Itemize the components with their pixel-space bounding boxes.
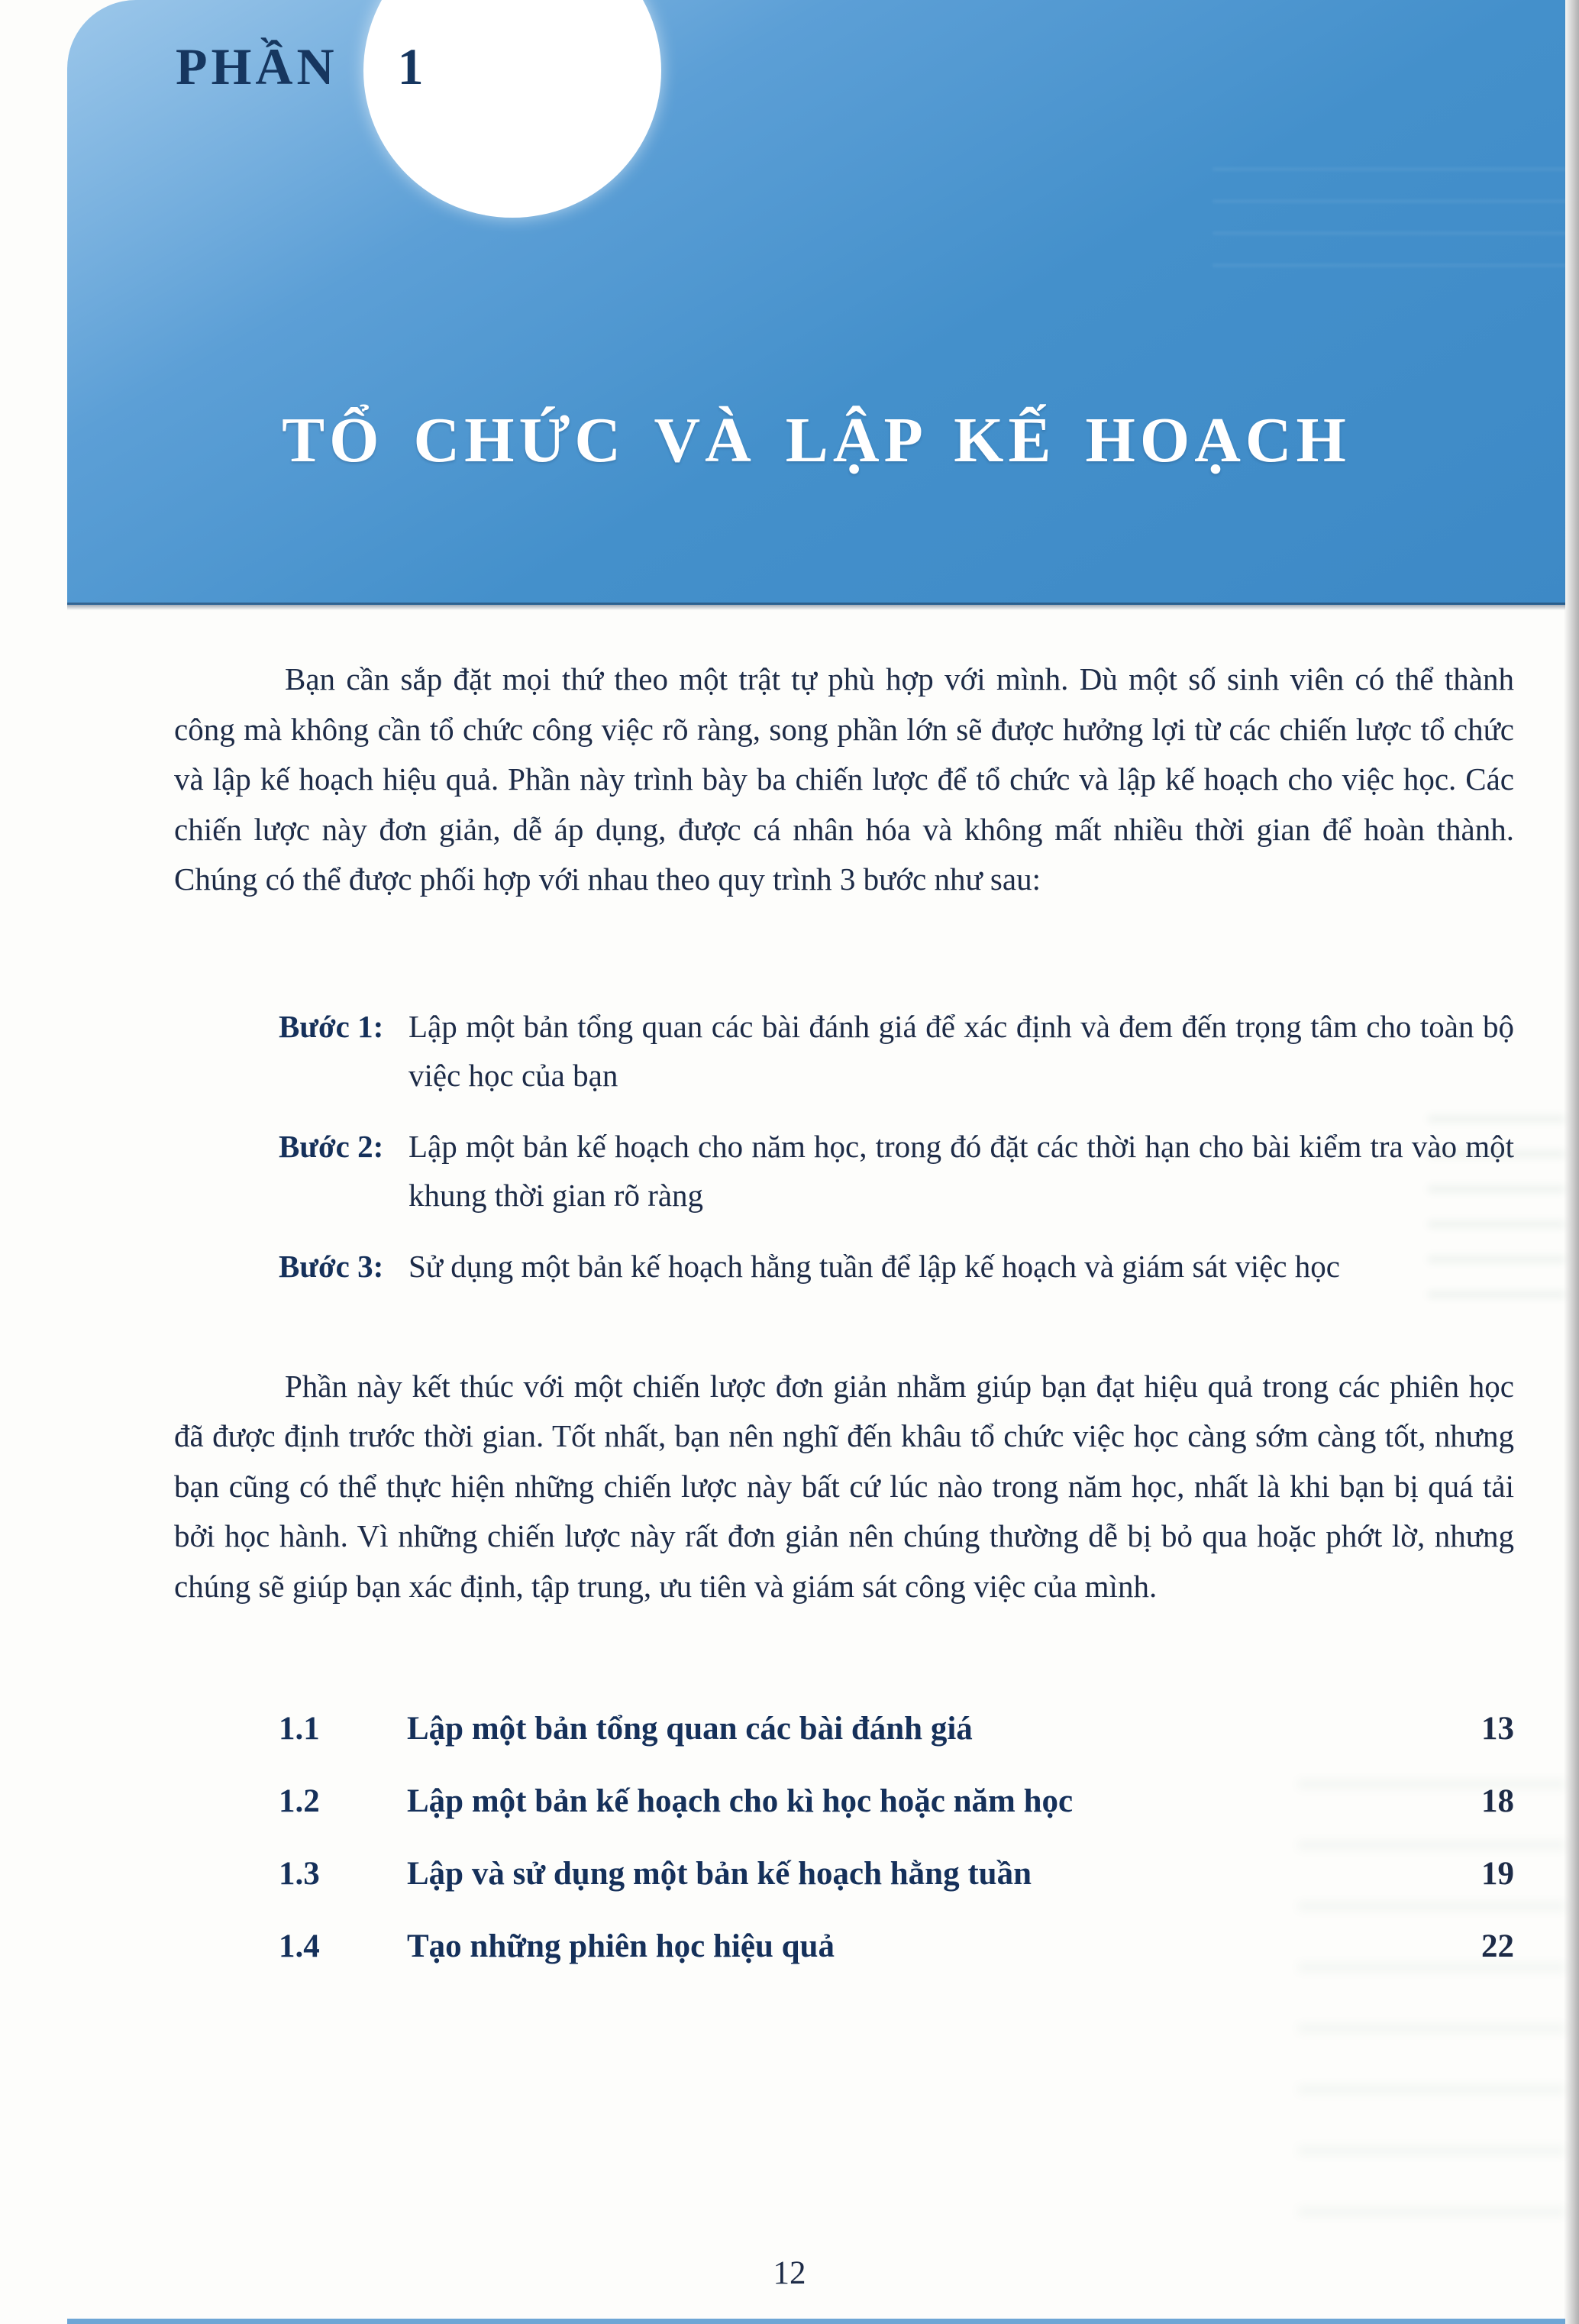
toc-title: Lập và sử dụng một bản kế hoạch hằng tuần [407, 1855, 1032, 1892]
step-text: Lập một bản kế hoạch cho năm học, trong đó đặt các thời hạn cho bài kiểm tra vào một khung thời gian rõ ràng [408, 1129, 1514, 1213]
steps-list [279, 1003, 1514, 1291]
step-row [279, 1123, 1514, 1220]
toc-title: Tạo những phiên học hiệu quả [407, 1928, 835, 1964]
section-title: TỔ CHỨC VÀ LẬP KẾ HOẠCH [282, 405, 1351, 476]
step-label: Bước 3: [279, 1249, 384, 1285]
toc-page-number: 19 [1481, 1855, 1514, 1892]
section-contents-list [279, 1710, 1514, 1965]
step-label: Bước 1: [279, 1008, 384, 1044]
toc-number: 1.4 [279, 1928, 320, 1964]
closing-paragraph: Phần này kết thúc với một chiến lược đơn giản nhằm giúp bạn đạt hiệu quả trong các phiên học đã được định trước thời gian. Tốt nhất, bạn nên nghĩ đến khâu tổ chức việc học càng sớm càng tốt, nhưng bạn cũng có thể thực hiện những chiến lược này bất cứ lúc nào trong năm học, nhất là khi bạn bị quá tải bởi học hành. Vì những chiến lược này rất đơn giản nên chúng thường dễ bị bỏ qua hoặc phớt lờ, nhưng chúng sẽ giúp bạn xác định, tập trung, ưu tiên và giám sát công việc của mình. [174, 1368, 1514, 1605]
toc-row [279, 1855, 1514, 1892]
next-page-edge [67, 2319, 1565, 2324]
toc-row [279, 1710, 1514, 1747]
toc-number: 1.3 [279, 1855, 320, 1892]
part-number: 1 [397, 37, 428, 95]
part-header-banner [67, 0, 1565, 605]
toc-number: 1.1 [279, 1710, 320, 1747]
page-curl-shadow [1564, 0, 1579, 2324]
step-text: Sử dụng một bản kế hoạch hằng tuần để lập kế hoạch và giám sát việc học [408, 1249, 1340, 1285]
toc-number: 1.2 [279, 1783, 320, 1819]
toc-page-number: 13 [1481, 1710, 1514, 1747]
intro-paragraph: Bạn cần sắp đặt mọi thứ theo một trật tự phù hợp với mình. Dù một số sinh viên có thể thành công mà không cần tổ chức công việc rõ ràng, song phần lớn sẽ được hưởng lợi từ các chiến lược tổ chức và lập kế hoạch hiệu quả. Phần này trình bày ba chiến lược để tổ chức và lập kế hoạch cho việc học. Các chiến lược này đơn giản, dễ áp dụng, được cá nhân hóa và không mất nhiều thời gian để hoàn thành. Chúng có thể được phối hợp với nhau theo quy trình 3 bước như sau: [174, 661, 1514, 897]
part-heading [176, 37, 428, 97]
page-content [0, 610, 1579, 2000]
toc-title: Lập một bản kế hoạch cho kì học hoặc năm học [407, 1783, 1074, 1819]
toc-page-number: 18 [1481, 1783, 1514, 1819]
toc-title: Lập một bản tổng quan các bài đánh giá [407, 1710, 973, 1747]
header-bottom-shadow [67, 603, 1565, 610]
toc-page-number: 22 [1481, 1928, 1514, 1964]
step-text: Lập một bản tổng quan các bài đánh giá để xác định và đem đến trọng tâm cho toàn bộ việc học của bạn [408, 1008, 1514, 1093]
part-label: PHẦN [176, 37, 338, 95]
step-label: Bước 2: [279, 1129, 384, 1165]
page-number: 12 [773, 2255, 806, 2291]
toc-row [279, 1783, 1514, 1820]
step-row [279, 1003, 1514, 1100]
decorative-circle [363, 0, 661, 218]
step-row [279, 1243, 1514, 1291]
toc-row [279, 1928, 1514, 1965]
scan-artifact [1213, 168, 1579, 267]
